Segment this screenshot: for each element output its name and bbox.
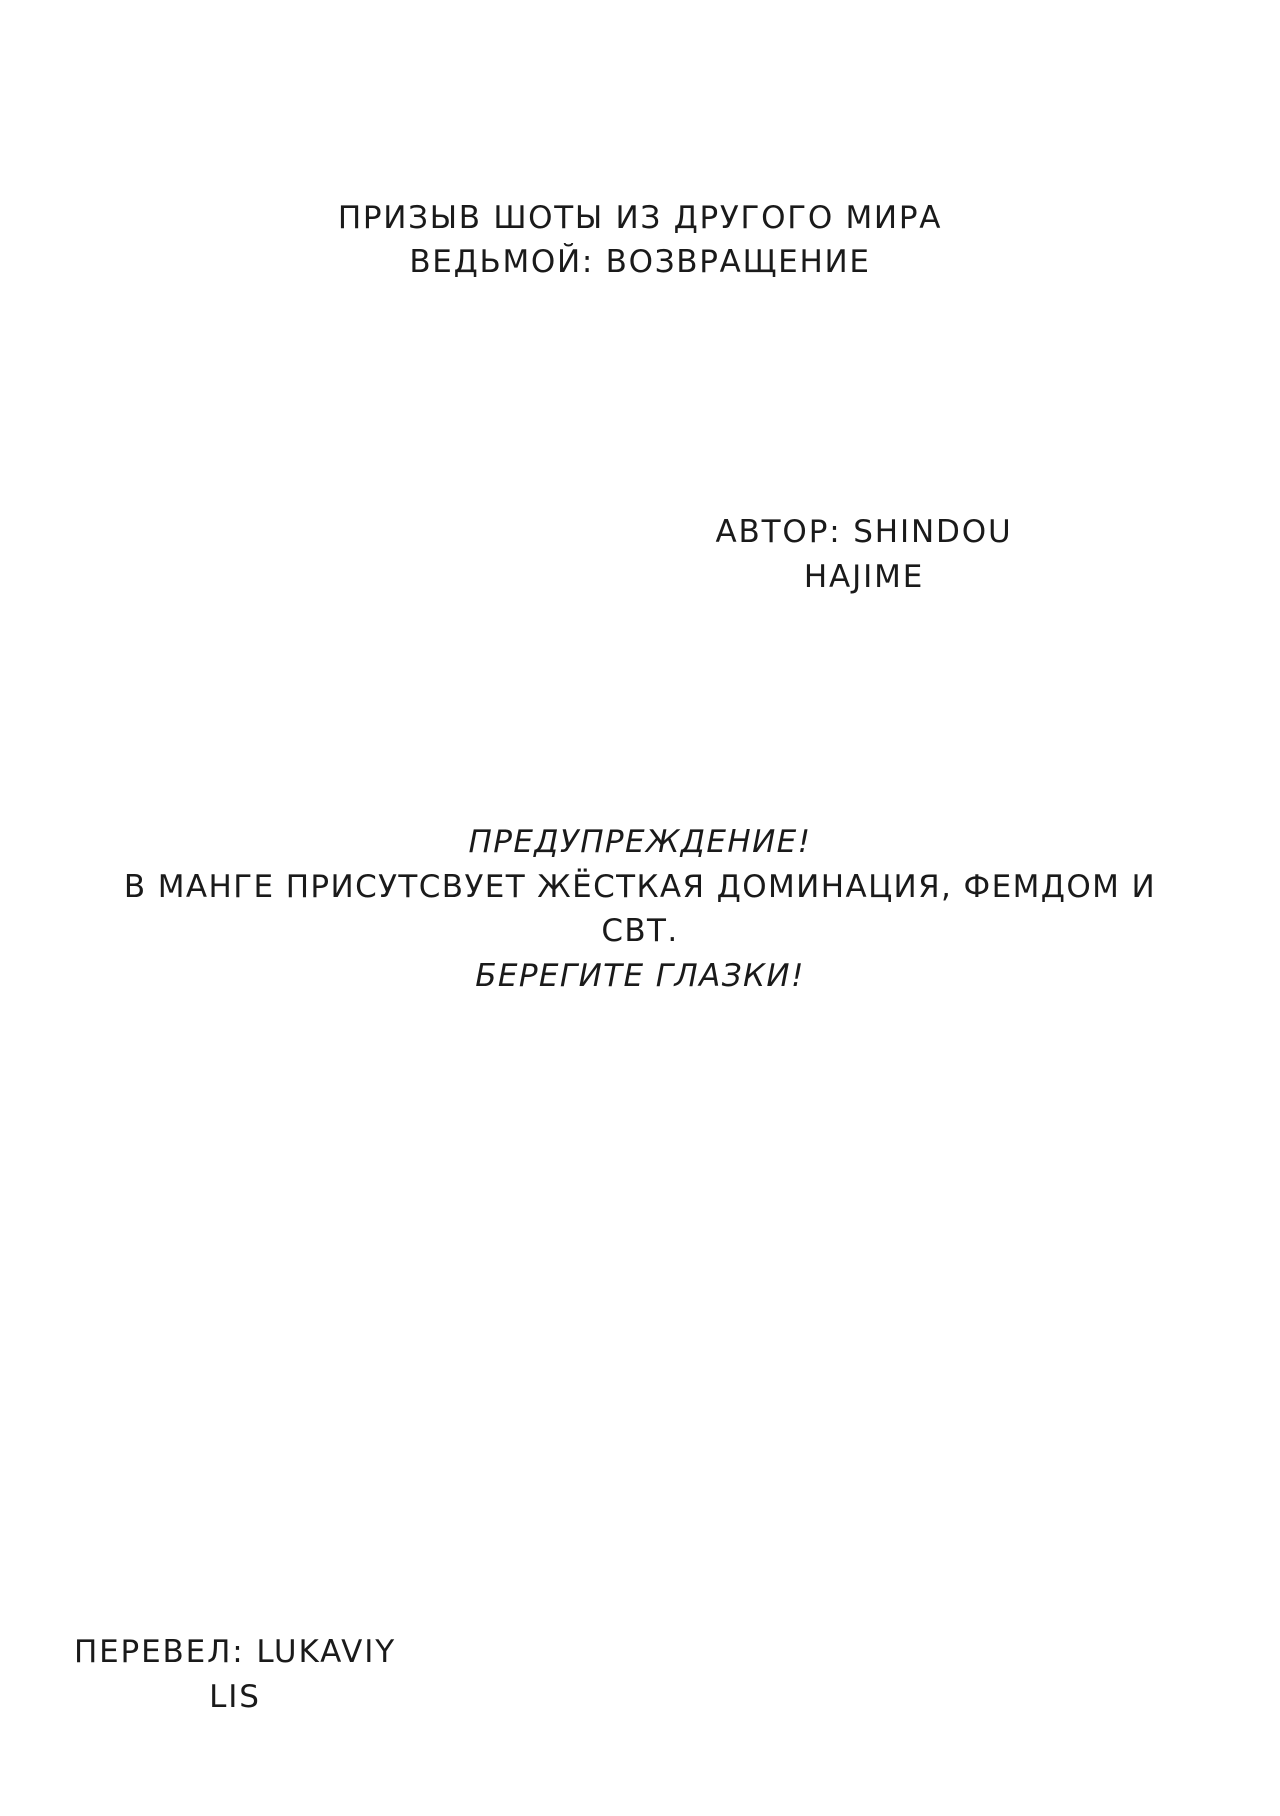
translator-line-2: LIS	[209, 1678, 261, 1715]
title-block	[0, 196, 1280, 284]
author-line-2: HAJIME	[803, 558, 925, 595]
translator-block	[70, 1630, 400, 1720]
translator-line-1: ПЕРЕВЕЛ: LUKAVIY	[73, 1634, 397, 1670]
warning-line-2: В МАНГE ПРИСУТСВУЕТ ЖЁСТКАЯ ДОМИНАЦИЯ, ФЕМДОМ И	[123, 868, 1157, 905]
warning-line-3: СВТ.	[601, 913, 679, 950]
warning-line-1: ПРЕДУПРЕЖДЕНИЕ!	[468, 824, 812, 860]
author-block	[684, 510, 1044, 600]
warning-block	[0, 820, 1280, 999]
title-line-1: ПРИЗЫВ ШОТЫ ИЗ ДРУГОГО МИРА	[337, 200, 943, 236]
warning-line-4: БЕРЕГИТЕ ГЛАЗКИ!	[475, 957, 805, 994]
title-line-2: ВЕДЬМОЙ: ВОЗВРАЩЕНИЕ	[409, 244, 871, 281]
author-line-1: АВТОР: SHINDOU	[715, 514, 1013, 550]
